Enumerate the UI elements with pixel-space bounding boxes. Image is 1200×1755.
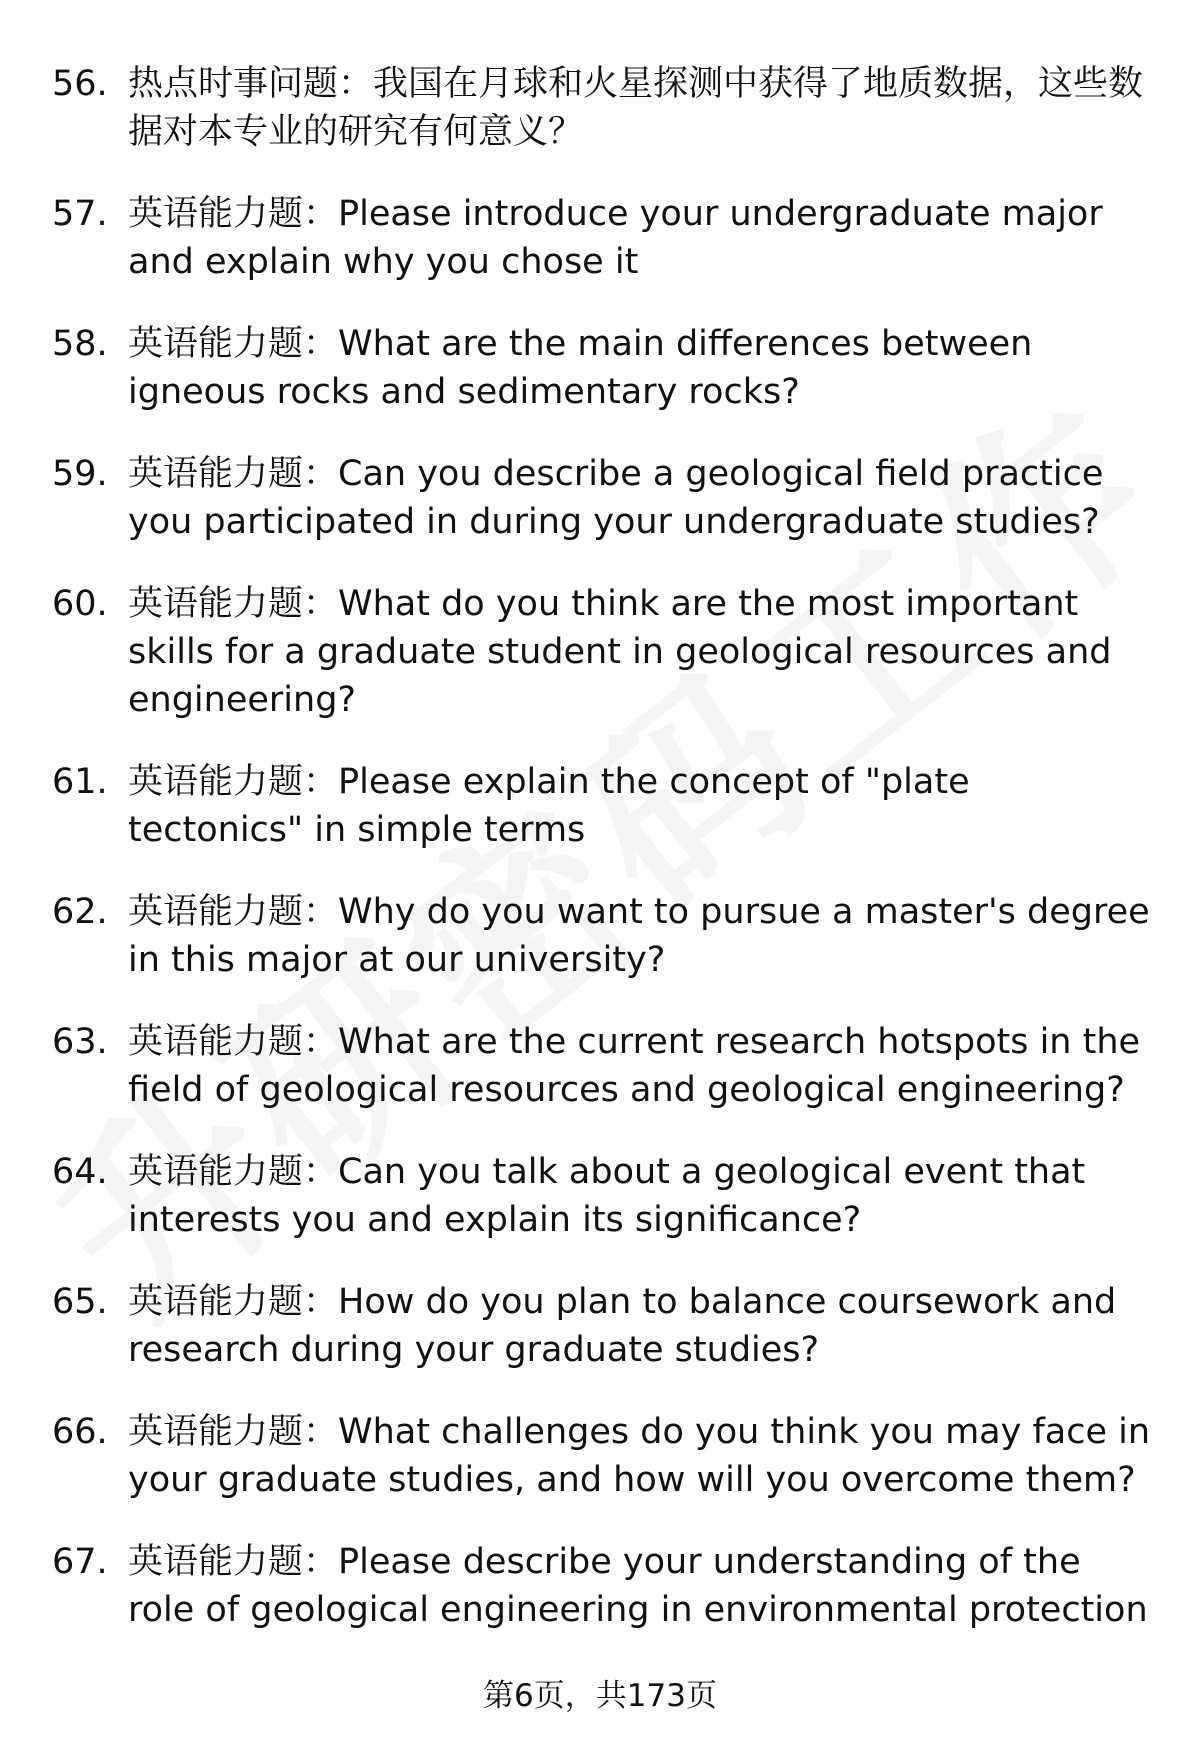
question-item — [52, 758, 1152, 854]
question-text: 英语能力题：Can you describe a geological field practice you participated in during your undergraduate studies? — [128, 454, 1104, 542]
question-text: 英语能力题：How do you plan to balance coursework and research during your graduate studies? — [128, 1282, 1117, 1370]
question-item — [52, 1408, 1152, 1504]
question-item — [52, 888, 1152, 984]
question-item — [52, 1278, 1152, 1374]
question-item — [52, 1148, 1152, 1244]
question-number: 60. — [52, 584, 108, 624]
question-item — [52, 450, 1152, 546]
page-footer — [0, 1676, 1200, 1716]
question-text: 英语能力题：Can you talk about a geological event that interests you and explain its significance? — [128, 1152, 1086, 1240]
question-item — [52, 320, 1152, 416]
question-text: 英语能力题：What are the current research hotspots in the field of geological resources and geological engineering? — [128, 1022, 1141, 1110]
question-number: 61. — [52, 762, 108, 802]
question-item — [52, 1538, 1152, 1634]
question-item — [52, 1018, 1152, 1114]
question-number: 67. — [52, 1542, 108, 1582]
question-number: 66. — [52, 1412, 108, 1452]
question-number: 65. — [52, 1282, 108, 1322]
question-text: 英语能力题：What challenges do you think you may face in your graduate studies, and how will you overcome them? — [128, 1412, 1151, 1500]
question-number: 63. — [52, 1022, 108, 1062]
question-item — [52, 60, 1152, 156]
question-text: 英语能力题：Please explain the concept of "plate tectonics" in simple terms — [128, 762, 970, 850]
question-number: 56. — [52, 64, 108, 104]
question-number: 62. — [52, 892, 108, 932]
question-text: 热点时事问题：我国在月球和火星探测中获得了地质数据，这些数据对本专业的研究有何意义？ — [128, 64, 1144, 152]
question-text: 英语能力题：Please describe your understanding of the role of geological engineering in environmental protection — [128, 1542, 1148, 1630]
question-text: 英语能力题：Please introduce your undergraduate major and explain why you chose it — [128, 194, 1103, 282]
question-list — [52, 60, 1152, 1668]
question-number: 57. — [52, 194, 108, 234]
page-number-label: 第6页，共173页 — [483, 1678, 717, 1714]
question-text: 英语能力题：Why do you want to pursue a master's degree in this major at our university? — [128, 892, 1150, 980]
question-item — [52, 580, 1152, 724]
question-number: 59. — [52, 454, 108, 494]
question-text: 英语能力题：What are the main differences between igneous rocks and sedimentary rocks? — [128, 324, 1033, 412]
question-number: 64. — [52, 1152, 108, 1192]
question-item — [52, 190, 1152, 286]
question-number: 58. — [52, 324, 108, 364]
question-text: 英语能力题：What do you think are the most important skills for a graduate student in geological resources and engineering? — [128, 584, 1112, 720]
